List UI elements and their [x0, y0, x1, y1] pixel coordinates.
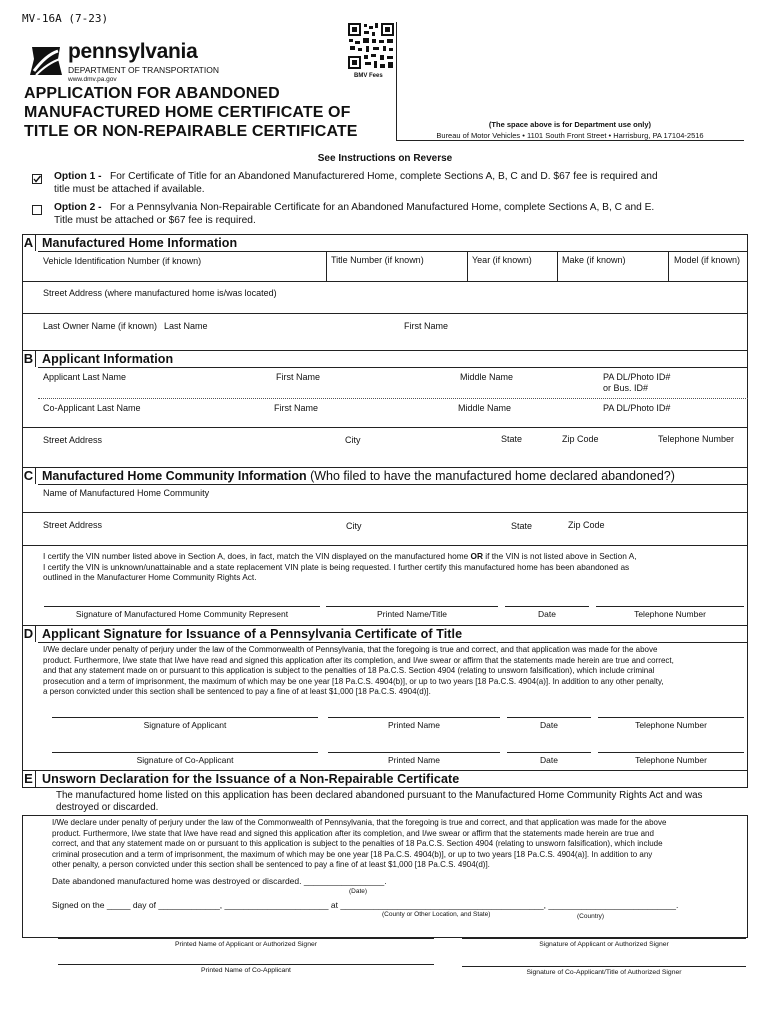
community-date-label: Date [538, 609, 556, 619]
last-owner-last-name-field[interactable]: Last Name [164, 321, 208, 331]
vin-field[interactable]: Vehicle Identification Number (if known) [43, 256, 202, 266]
community-city-field[interactable]: City [346, 521, 362, 531]
section-e-letter: E [22, 770, 36, 788]
option-1-text: For Certificate of Title for an Abandoned Manufacturered Home, complete Sections A, B, C and D. $67 fee is required and [110, 171, 658, 182]
section-e-declaration [52, 818, 746, 871]
date-destroyed-field[interactable]: Date abandoned manufactured home was destroyed or discarded. _________________. [52, 876, 387, 886]
dl-label-2: or Bus. ID# [603, 383, 649, 393]
coapplicant-first-name-field[interactable]: First Name [274, 403, 319, 413]
decl-d-line-1: I/We declare under penalty of perjury under the law of the Commonwealth of Pennsylvania, that the foregoing is true and correct, and that application was made for the above [43, 645, 658, 654]
printed-applicant-line[interactable] [58, 938, 434, 939]
applicant-phone-field[interactable]: Telephone Number [658, 434, 735, 444]
coapplicant-phone-label: Telephone Number [635, 755, 707, 765]
coapplicant-signature-line[interactable] [52, 752, 318, 753]
printed-coapplicant-line[interactable] [58, 964, 434, 965]
model-field[interactable]: Model (if known) [674, 255, 741, 265]
applicant-first-name-field[interactable]: First Name [276, 372, 321, 382]
form-frame [22, 234, 748, 788]
coapplicant-phone-line[interactable] [598, 752, 744, 753]
community-phone-line[interactable] [596, 606, 744, 607]
printed-applicant-label: Printed Name of Applicant or Authorized Signer [174, 941, 318, 948]
cert-line-2: I certify the VIN is unknown/unattainable and a state replacement VIN plate is being requested. I further certify this manufactured home has been abandoned as [43, 561, 630, 572]
option-1-label: Option 1 - [54, 171, 102, 182]
decl-d-line-4: prosecution and a term of imprisonment, the maximum of which may be one year [18 Pa.C.S. 4904(b)], or up to two years [18 Pa.C.S. 4904(a)]. In addition to any other penalty, [43, 676, 664, 686]
section-b-title: Applicant Information [42, 352, 174, 366]
community-signature-label: Signature of Manufactured Home Community Represent [75, 609, 289, 619]
section-b-letter: B [22, 350, 36, 367]
make-field[interactable]: Make (if known) [562, 255, 626, 265]
applicant-phone-label: Telephone Number [635, 720, 707, 730]
section-e-title: Unsworn Declaration for the Issuance of a Non-Repairable Certificate [42, 772, 460, 786]
community-date-line[interactable] [505, 606, 589, 607]
decl-e-line-5: other penalty, a person convicted under this section shall be sentenced to pay a fine of at least $1,000 [18 Pa.C.S. 4904(d)]. [52, 860, 490, 870]
dl-label: PA DL/Photo ID# [603, 372, 671, 382]
department-use-note: (The space above is for Department use only) [488, 120, 652, 129]
section-e-intro [56, 790, 746, 814]
signed-on-field[interactable]: Signed on the _____ day of _____________, ______________________ at ___________________________________________, ___________________________. [52, 900, 679, 910]
applicant-street-field[interactable]: Street Address [43, 435, 103, 445]
title-line-2: MANUFACTURED HOME CERTIFICATE OF [24, 104, 351, 121]
intro-line-2: destroyed or discarded. [56, 802, 159, 813]
county-note: (County or Other Location, and State) [382, 911, 491, 918]
date-note: (Date) [349, 888, 368, 895]
last-owner-first-name-field[interactable]: First Name [404, 321, 449, 331]
decl-d-line-3: and that any statement made on or pursuant to this application is subject to the penalties of 18 Pa.C.S. Section 4904 (relating to unsworn falsification), which include criminal [43, 666, 655, 676]
signature-coapplicant-label: Signature of Co-Applicant/Title of Authorized Signer [526, 969, 682, 976]
department-name: DEPARTMENT OF TRANSPORTATION [68, 65, 219, 75]
title-line-1: APPLICATION FOR ABANDONED [24, 85, 280, 102]
section-c-heading [42, 469, 675, 483]
option-2 [54, 201, 754, 227]
last-owner-label: Last Owner Name (if known) [43, 321, 158, 331]
signature-applicant-line[interactable] [462, 938, 746, 939]
applicant-city-field[interactable]: City [345, 435, 361, 445]
country-note: (Country) [577, 913, 605, 920]
community-printed-name-line[interactable] [326, 606, 498, 607]
cert-text-b: if the VIN is not listed above in Section A, [485, 551, 637, 561]
applicant-phone-line[interactable] [598, 717, 744, 718]
option-1-checkbox[interactable] [32, 170, 42, 188]
coapplicant-date-line[interactable] [507, 752, 591, 753]
community-street-field[interactable]: Street Address [43, 520, 103, 530]
community-name-field[interactable]: Name of Manufactured Home Community [43, 488, 210, 498]
cert-or: OR [470, 551, 483, 561]
form-number: MV-16A (7-23) [22, 12, 109, 25]
option-2-text-2: Title must be attached or $67 fee is required. [54, 215, 256, 226]
applicant-signature-line[interactable] [52, 717, 318, 718]
decl-d-line-2: product. Furthermore, I/we state that I/we have read and signed this application after its completion, and I/we swear or affirm that the statements made herein are true and correct, [43, 655, 674, 665]
section-a-letter: A [22, 234, 36, 251]
title-line-3: TITLE OR NON-REPAIRABLE CERTIFICATE [24, 123, 358, 140]
coapplicant-signature-label: Signature of Co-Applicant [136, 755, 234, 765]
checkbox-icon [32, 205, 42, 215]
coapplicant-dl-field[interactable]: PA DL/Photo ID# [603, 403, 671, 413]
section-d-title: Applicant Signature for Issuance of a Pennsylvania Certificate of Title [42, 627, 463, 641]
section-c-letter: C [22, 467, 36, 484]
printed-coapplicant-label: Printed Name of Co-Applicant [201, 967, 291, 974]
community-state-field[interactable]: State [511, 521, 533, 531]
qr-code-icon [347, 22, 395, 70]
cert-text-a: I certify the VIN number listed above in Section A, does, in fact, match the VIN displayed on the manufactured home [43, 551, 469, 561]
applicant-printed-name-line[interactable] [328, 717, 500, 718]
section-d-declaration [43, 645, 747, 698]
decl-e-line-2: product. Furthermore, I/we state that I/we have read and signed this application after its completion, and I/we swear or affirm that the statements made herein are true and [52, 828, 654, 838]
signature-coapplicant-line[interactable] [462, 966, 746, 967]
section-c-note: (Who filed to have the manufactured home declared abandoned?) [310, 469, 675, 483]
checkbox-icon [32, 174, 42, 184]
qr-label: BMV Fees [354, 73, 383, 79]
bureau-address: Bureau of Motor Vehicles • 1101 South Front Street • Harrisburg, PA 17104-2516 [436, 131, 704, 140]
option-1-text-2: title must be attached if available. [54, 184, 205, 195]
applicant-printed-name-label: Printed Name [388, 720, 440, 730]
cert-line-3: outlined in the Manufacturer Home Community Rights Act. [43, 572, 257, 583]
community-phone-label: Telephone Number [634, 609, 706, 619]
coapplicant-last-name-field[interactable]: Co-Applicant Last Name [43, 403, 141, 413]
logo-name: pennsylvania [68, 40, 198, 63]
applicant-state-field[interactable]: State [501, 434, 523, 444]
applicant-signature-label: Signature of Applicant [143, 720, 227, 730]
coapplicant-middle-name-field[interactable]: Middle Name [458, 403, 512, 413]
keystone-logo-icon [28, 45, 64, 77]
decl-d-line-5: a person convicted under this section shall be sentenced to pay a fine of at least $1,000 [18 Pa.C.S. 4904(d)]. [43, 687, 431, 697]
decl-e-line-4: criminal prosecution and a term of imprisonment, the maximum of which may be one year [18 Pa.C.S. 4904(b)], or up to two years [18 Pa.C.S. 4904(a)]. In addition to any [52, 849, 653, 859]
option-2-label: Option 2 - [54, 202, 102, 213]
instructions-note: See Instructions on Reverse [317, 153, 453, 164]
applicant-last-name-field[interactable]: Applicant Last Name [43, 372, 127, 382]
coapplicant-date-label: Date [540, 755, 558, 765]
section-c-certification [43, 551, 743, 583]
section-a-title: Manufactured Home Information [42, 236, 238, 250]
community-signature-line[interactable] [44, 606, 320, 607]
section-c-title: Manufactured Home Community Information [42, 469, 307, 483]
street-address-field[interactable]: Street Address (where manufactured home is/was located) [43, 288, 277, 298]
option-2-checkbox[interactable] [32, 201, 42, 219]
option-2-text: For a Pennsylvania Non-Repairable Certificate for an Abandoned Manufactured Home, complete Sections A, B, C and E. [110, 202, 655, 213]
intro-line-1: The manufactured home listed on this application has been declared abandoned pursuant to the Manufactured Home Community Rights Act and was [56, 790, 703, 801]
section-d-letter: D [22, 625, 36, 642]
applicant-date-line[interactable] [507, 717, 591, 718]
applicant-zip-field[interactable]: Zip Code [562, 434, 599, 444]
website: www.dmv.pa.gov [68, 76, 117, 83]
community-zip-field[interactable]: Zip Code [568, 520, 605, 530]
title-number-field[interactable]: Title Number (if known) [331, 255, 424, 265]
applicant-dl-field[interactable] [603, 372, 670, 394]
community-printed-name-label: Printed Name/Title [376, 609, 448, 619]
coapplicant-printed-name-line[interactable] [328, 752, 500, 753]
decl-e-line-3: correct, and that any statement made on or pursuant to this application is subject to the penalties of 18 Pa.C.S. Section 4904 (relating to unsworn falsification), which include [52, 839, 663, 849]
year-field[interactable]: Year (if known) [472, 255, 532, 265]
applicant-middle-name-field[interactable]: Middle Name [460, 372, 514, 382]
coapplicant-printed-name-label: Printed Name [388, 755, 440, 765]
decl-e-line-1: I/We declare under penalty of perjury under the law of the Commonwealth of Pennsylvania, that the foregoing is true and correct, and that application was made for the above [52, 818, 667, 827]
page-title [24, 84, 358, 141]
signature-applicant-label: Signature of Applicant or Authorized Signer [539, 941, 669, 948]
option-1 [54, 170, 754, 196]
applicant-date-label: Date [540, 720, 558, 730]
